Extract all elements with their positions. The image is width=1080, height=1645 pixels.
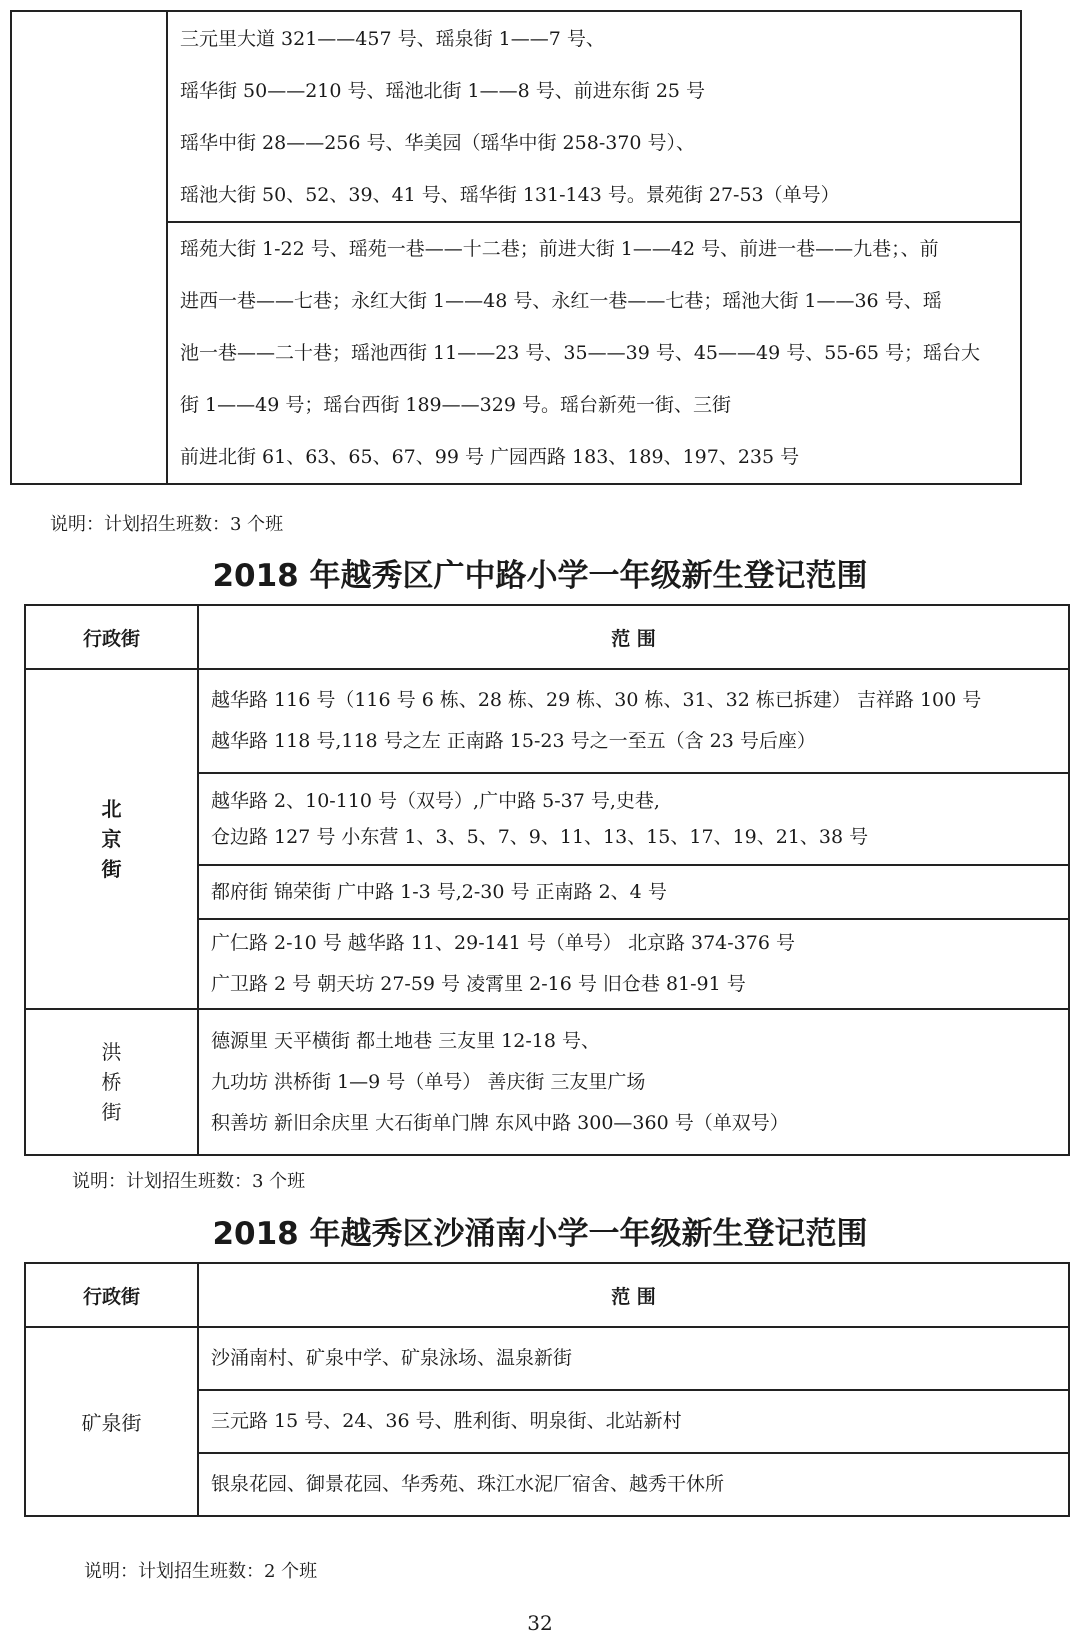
range-line: 广仁路 2-10 号 越华路 11、29-141 号（单号） 北京路 374-376 号 (211, 932, 795, 954)
range-line: 前进北街 61、63、65、67、99 号 广园西路 183、189、197、235 号 (180, 446, 800, 468)
street-char: 街 (101, 857, 122, 881)
range-line: 都府街 锦荣街 广中路 1-3 号,2-30 号 正南路 2、4 号 (211, 880, 667, 903)
street-beijing (25, 669, 198, 1009)
range-cell (198, 1390, 1069, 1453)
street-char: 洪 (101, 1040, 122, 1064)
street-char: 北 (101, 797, 122, 821)
section3-title: 2018 年越秀区沙涌南小学一年级新生登记范围 (212, 1216, 868, 1252)
section2-header-range: 范 围 (198, 605, 1069, 669)
range-line: 瑶华街 50——210 号、瑶池北街 1——8 号、前进东街 25 号 (180, 80, 706, 102)
range-line: 三元路 15 号、24、36 号、胜利街、明泉街、北站新村 (211, 1410, 682, 1432)
range-cell (198, 1009, 1069, 1155)
section3-header-range: 范 围 (198, 1263, 1069, 1327)
range-line: 越华路 118 号,118 号之左 正南路 15-23 号之一至五（含 23 号后座） (211, 730, 816, 752)
range-cell (198, 1327, 1069, 1390)
street-hongqiao (25, 1009, 198, 1155)
section3-note: 说明：计划招生班数：2 个班 (84, 1561, 318, 1582)
page-number: 32 (527, 1611, 553, 1635)
section2-note: 说明：计划招生班数：3 个班 (72, 1171, 306, 1192)
range-line: 三元里大道 321——457 号、瑶泉街 1——7 号、 (180, 28, 605, 50)
range-line: 瑶苑大街 1-22 号、瑶苑一巷——十二巷；前进大街 1——42 号、前进一巷——九巷；、前 (180, 238, 939, 260)
range-cell (198, 865, 1069, 919)
section1-table (10, 10, 1022, 485)
range-line: 池一巷——二十巷；瑶池西街 11——23 号、35——39 号、45——49 号、55-65 号；瑶台大 (180, 342, 981, 364)
range-line: 德源里 天平横街 都土地巷 三友里 12-18 号、 (211, 1029, 600, 1052)
range-cell (198, 669, 1069, 773)
range-line: 瑶华中街 28——256 号、华美园（瑶华中街 258-370 号）、 (180, 132, 696, 154)
range-line: 九功坊 洪桥街 1—9 号（单号） 善庆街 三友里广场 (211, 1070, 646, 1093)
range-cell (198, 773, 1069, 865)
range-line: 广卫路 2 号 朝天坊 27-59 号 凌霄里 2-16 号 旧仓巷 81-91 号 (211, 973, 746, 995)
range-line: 仓边路 127 号 小东营 1、3、5、7、9、11、13、15、17、19、21、38 号 (211, 826, 869, 848)
section2-table (24, 604, 1070, 1156)
section2-title: 2018 年越秀区广中路小学一年级新生登记范围 (212, 558, 868, 594)
section3-header-street: 行政街 (25, 1263, 198, 1327)
range-line: 银泉花园、御景花园、华秀苑、珠江水泥厂宿舍、越秀干休所 (211, 1473, 725, 1495)
range-line: 瑶池大街 50、52、39、41 号、瑶华街 131-143 号。景苑街 27-53（单号） (180, 184, 840, 206)
section1-note: 说明：计划招生班数：3 个班 (50, 514, 284, 535)
street-char: 京 (101, 827, 122, 851)
street-kuangquan (25, 1327, 198, 1516)
street-name: 矿泉街 (81, 1411, 142, 1435)
street-char: 街 (101, 1100, 122, 1124)
section3-table (24, 1262, 1070, 1517)
range-line: 进西一巷——七巷；永红大街 1——48 号、永红一巷——七巷；瑶池大街 1——36 号、瑶 (180, 290, 942, 312)
range-line: 街 1——49 号；瑶台西街 189——329 号。瑶台新苑一街、三街 (180, 394, 731, 416)
range-line: 沙涌南村、矿泉中学、矿泉泳场、温泉新街 (211, 1347, 573, 1369)
range-line: 越华路 2、10-110 号（双号）,广中路 5-37 号,史巷, (211, 790, 660, 812)
section1-range-cell-1 (167, 11, 1021, 222)
section2-header-street: 行政街 (25, 605, 198, 669)
range-line: 积善坊 新旧余庆里 大石街单门牌 东风中路 300—360 号（单双号） (211, 1111, 789, 1134)
section1-range-cell-2 (167, 222, 1021, 484)
range-cell (198, 1453, 1069, 1516)
section1-street-cell (11, 11, 167, 484)
street-char: 桥 (101, 1070, 122, 1094)
range-line: 越华路 116 号（116 号 6 栋、28 栋、29 栋、30 栋、31、32 栋已拆建） 吉祥路 100 号 (211, 689, 982, 711)
range-cell (198, 919, 1069, 1009)
